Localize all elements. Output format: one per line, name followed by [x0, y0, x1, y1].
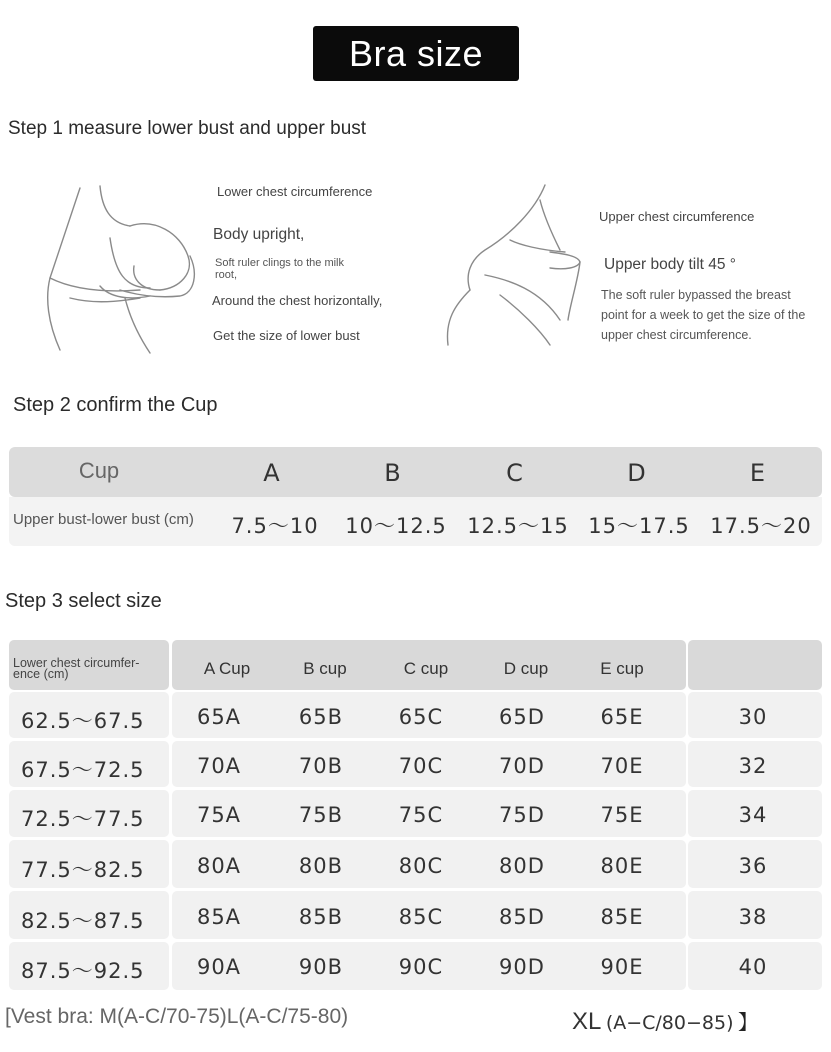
cup-difference: 12.5～15: [467, 514, 569, 538]
size-value: 70D: [499, 754, 545, 778]
size-value: 70A: [196, 754, 242, 778]
size-header-cup: B cup: [303, 659, 347, 678]
size-row-number: 30: [738, 705, 768, 729]
vest-bra-note: [Vest bra: M(A-C/70-75)L(A-C/75-80): [5, 1005, 349, 1028]
size-row-range: 82.5～87.5: [21, 909, 145, 933]
size-value: 75A: [196, 803, 242, 827]
page-title: Bra size: [313, 26, 519, 81]
size-value: 85D: [499, 905, 545, 929]
cup-letter: B: [384, 459, 402, 487]
size-value: 90D: [499, 955, 545, 979]
size-value: 85C: [398, 905, 444, 929]
size-value: 70C: [398, 754, 444, 778]
around-chest-text: Around the chest horizontally,: [212, 293, 383, 308]
size-row-range: 67.5～72.5: [21, 758, 145, 782]
lower-bust-illustration: [40, 178, 210, 358]
cup-row-label: Upper bust-lower bust (cm): [13, 511, 194, 528]
size-value: 75D: [499, 803, 545, 827]
xl-detail: (A−C/80−85): [605, 1012, 734, 1034]
xl-note: [572, 1006, 758, 1036]
size-row-range: 87.5～92.5: [21, 959, 145, 983]
size-value: 90C: [398, 955, 444, 979]
size-row-number: 40: [738, 955, 768, 979]
upper-bust-description: The soft ruler bypassed the breast point for a week to get the size of the upper chest circumference.: [601, 288, 806, 342]
size-value: 80A: [196, 854, 242, 878]
size-row-range: 62.5～67.5: [21, 709, 145, 733]
cup-difference: 17.5～20: [710, 514, 812, 538]
size-value: 90B: [298, 955, 344, 979]
size-row-range: 77.5～82.5: [21, 858, 145, 882]
cup-letter: E: [749, 459, 767, 487]
size-header-cup: A Cup: [203, 659, 251, 678]
step1-heading: Step 1 measure lower bust and upper bust: [8, 118, 367, 139]
size-value: 80E: [600, 854, 644, 878]
size-value: 70B: [298, 754, 344, 778]
size-value: 70E: [600, 754, 644, 778]
size-value: 75C: [398, 803, 444, 827]
cup-letter: C: [506, 459, 524, 487]
upper-chest-label: Upper chest circumference: [599, 209, 755, 224]
step3-heading: Step 3 select size: [5, 590, 162, 612]
size-value: 85E: [600, 905, 644, 929]
size-value: 85A: [196, 905, 242, 929]
xl-label: XL: [572, 1008, 602, 1035]
lower-chest-label: Lower chest circumference: [217, 184, 373, 199]
size-value: 65D: [499, 705, 545, 729]
cup-table: [9, 447, 822, 546]
cup-difference: 7.5～10: [231, 514, 319, 538]
cup-difference: 15～17.5: [588, 514, 690, 538]
cup-difference: 10～12.5: [345, 514, 447, 538]
size-row-number: 36: [738, 854, 768, 878]
size-value: 75E: [600, 803, 644, 827]
size-value: 65E: [600, 705, 644, 729]
size-value: 90A: [196, 955, 242, 979]
size-value: 80C: [398, 854, 444, 878]
size-row-range: 72.5～77.5: [21, 807, 145, 831]
size-header-cup: D cup: [503, 659, 549, 678]
size-value: 65A: [196, 705, 242, 729]
body-upright-text: Body upright,: [213, 226, 305, 243]
upper-bust-illustration: [440, 180, 590, 350]
size-row-number: 34: [738, 803, 768, 827]
ruler-note: Soft ruler clings to the milk root,: [215, 257, 344, 281]
size-value: 90E: [600, 955, 644, 979]
upper-body-tilt-text: Upper body tilt 45 °: [604, 256, 736, 273]
size-row-number: 32: [738, 754, 768, 778]
size-value: 75B: [298, 803, 344, 827]
cup-header-label: Cup: [78, 458, 120, 483]
size-header-extra-cell: [688, 640, 822, 690]
size-header-cup: E cup: [600, 659, 644, 678]
cup-letter: D: [627, 459, 647, 487]
size-value: 65B: [298, 705, 344, 729]
size-value: 85B: [298, 905, 344, 929]
size-value: 80B: [298, 854, 344, 878]
size-header-cup: C cup: [403, 659, 449, 678]
size-header-range-label: Lower chest circumfer-ence (cm): [13, 656, 140, 681]
step2-heading: Step 2 confirm the Cup: [13, 394, 218, 416]
cup-letter: A: [263, 459, 281, 487]
size-value: 65C: [398, 705, 444, 729]
lower-bust-result: Get the size of lower bust: [213, 328, 360, 343]
xl-bracket: 】: [737, 1012, 758, 1034]
size-value: 80D: [499, 854, 545, 878]
size-row-number: 38: [738, 905, 768, 929]
